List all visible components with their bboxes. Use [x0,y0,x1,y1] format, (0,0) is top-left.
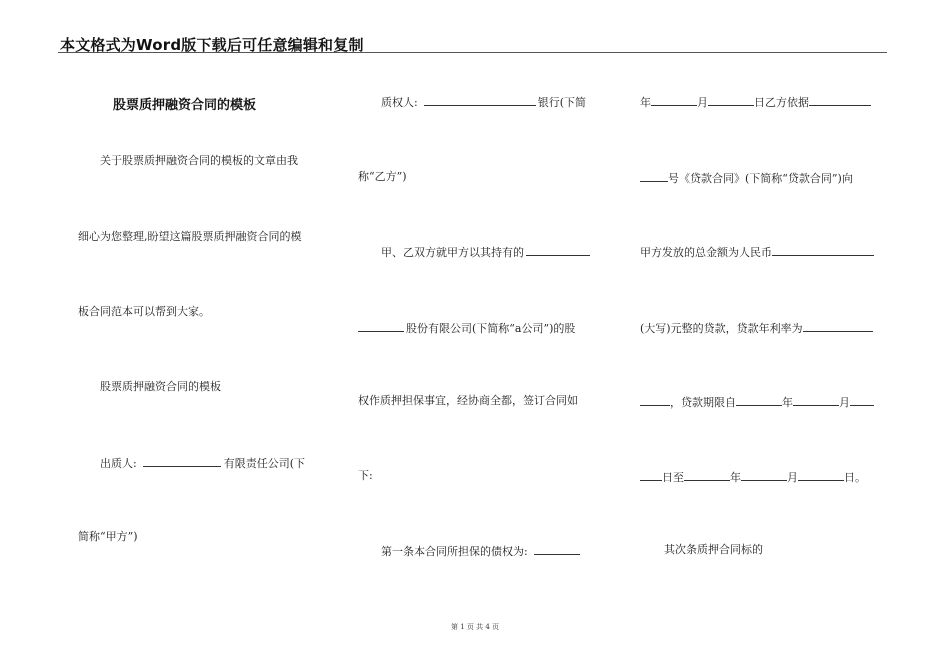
pledge-matter-line: 权作质押担保事宜，经协商全都，签订合同如 [358,394,578,407]
article-2-heading: 其次条质押合同标的 [664,543,763,556]
pledgee-label: 质权人: [381,96,418,109]
company-line [358,320,575,336]
rate-blank [803,320,873,332]
month-label: 月 [697,96,708,109]
start-day-blank [850,394,874,406]
pledgor-suffix: 有限责任公司(下 [223,457,306,470]
rate-tail-blank [640,394,670,406]
end-day-label: 日。 [844,471,866,484]
end-month-blank [741,469,787,481]
start-month-label: 月 [839,396,850,409]
pledgor-label: 出质人: [100,457,137,470]
start-month-blank [793,394,839,406]
interest-text: (大写)元整的贷款，贷款年利率为 [640,322,803,335]
end-year-blank [684,469,730,481]
party-a-alias: 简称“甲方”) [78,530,138,543]
intro-line-1: 关于股票质押融资合同的模板的文章由我 [100,154,298,167]
intro-line-3: 板合同范本可以帮到大家。 [78,305,210,318]
contract-heading: 股票质押融资合同的模板 [100,380,221,393]
debt-blank [534,543,580,555]
end-month-label: 月 [787,471,798,484]
year-label: 年 [640,96,651,109]
term-to-label: 日至 [662,471,684,484]
start-day-tail-blank [640,469,662,481]
article-1-text: 第一条本合同所担保的债权为: [381,545,528,558]
term-end-line [640,469,866,485]
day-basis-label: 日乙方依据 [754,96,809,109]
company-name-blank [358,320,404,332]
page-number: 第 1 页 共 4 页 [450,623,500,631]
party-b-alias: 称“乙方”) [358,170,407,183]
document-title: 股票质押融资合同的模板 [113,98,257,113]
start-year-label: 年 [782,396,793,409]
article-1-line [381,543,580,559]
follows-line: 下: [358,469,373,482]
term-from-label: ，贷款期限自 [670,396,736,409]
date-line [640,94,871,110]
pledgee-name-blank [424,94,536,106]
term-start-line [640,394,874,410]
party-holding-line [381,244,590,260]
pledgee-line [381,94,586,110]
loan-amount-text: 甲方发放的总金额为人民币 [640,246,772,259]
pledgor-line [100,455,305,471]
year-blank [651,94,697,106]
loan-amount-line [640,244,874,260]
amount-blank [772,244,874,256]
holding-blank [526,244,590,256]
company-text: 股份有限公司(下简称“a公司”)的股 [406,322,576,335]
basis-blank [809,94,871,106]
month-blank [708,94,754,106]
document-header: 本文格式为Word版下载后可任意编辑和复制 [60,36,364,54]
pledgee-suffix: 银行(下简 [537,96,587,109]
intro-line-2: 细心为您整理,盼望这篇股票质押融资合同的模 [78,230,302,243]
pledgor-name-blank [143,455,221,467]
end-day-blank [798,469,844,481]
interest-line [640,320,873,336]
end-year-label: 年 [730,471,741,484]
header-divider [58,52,887,53]
loan-contract-line [640,170,853,186]
party-holding-text: 甲、乙双方就甲方以其持有的 [381,246,524,259]
loan-contract-text: 号《贷款合同》(下简称“贷款合同”)向 [668,172,853,185]
contract-no-blank [640,170,668,182]
start-year-blank [736,394,782,406]
